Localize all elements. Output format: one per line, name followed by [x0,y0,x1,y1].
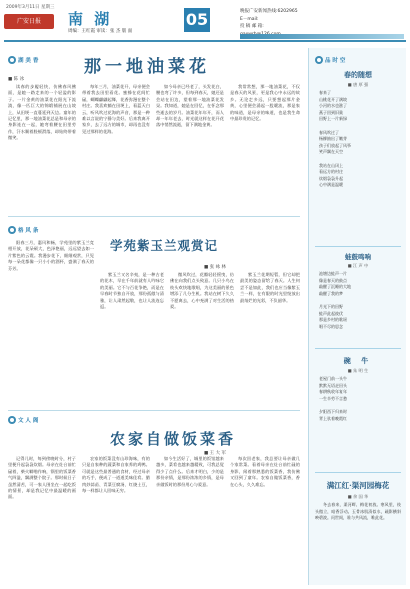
article3-col1: 记得儿时，每到傍晚时分，村子里便升起袅袅炊烟。母亲在灶台前忙碌着，柴火噼啪作响，锅里的饭菜香气四溢，飘满整个院子。那时候日子虽然清苦，可一家人围坐在一起吃饭的情景，却是我记忆中最温暖的画面。 [8,456,76,500]
poem2-text: 池塘边蛙声一片 像是春天的鼓点 敲醒了沉睡的大地 敲醒了我的梦 月光下的田野 蛙声此起彼伏 那是乡村的歌谣 唱不尽的思念 [319,271,351,329]
article3-col2: 农家的饭菜没有山珍海味，有的只是自家种的蔬菜和自家养的鸡鸭。可就是这些最普通的食材，经过母亲的巧手，便成了一道道美味佳肴。腊肉炒蒜苗、青菜豆腐汤、红烧土豆，每一样都让人回味无穷。 [82,456,150,494]
poem2-author: ■ 江 声 中 [347,263,369,268]
article2-tag-label: 格 风 条 [18,228,39,234]
sidebar-rule-3 [315,472,401,473]
poem4-author: ■ 余 国 华 [347,494,369,499]
masthead [4,4,406,42]
article2-title: 学苑紫玉兰观赏记 [110,238,219,253]
sidebar-rule-2 [315,348,401,349]
sidebar-tag [315,56,345,64]
issue-date: 2009年3月11日 星期三 [6,5,55,10]
newspaper-logo: 广安日报 [4,14,54,29]
poem3-author: ■ 朱 明 生 [347,368,369,373]
article1-col1: 读春的步履轻快，仿佛春风拂面，是她一路走来的一个轻盈的影子。一片金黄的油菜花在阳光下流淌，像一匹巨大的锦缎铺展在山坡上，从田埂一直蔓延到天边。童年的记忆里，那一地油菜花总是和母亲的身影连在一起，她弯着腰在田里劳作，汗水顺着脸颊滑落，却始终带着微笑。 [8,84,76,141]
poem4-title: 满江红·渠河园梅花 [326,481,390,490]
article1-col3: 如今母亲已经老了，头发花白，腰也弯了许多，但每到春天，她还是会站在田边，望着那一地油菜花发呆。我知道，她是在回忆，在怀念那些逝去的岁月。油菜花年年开，而人却一年年老去，时光就这样在花开花落中悄然流逝，留下满地金黄。 [156,84,224,128]
article1-col4: 我常常想，那一地油菜花，不仅是春天的风景，更是我心中永远的故乡。无论走多远，只要想起那片金黄，心里便会涌起一股暖流，那是家的味道，是母亲的味道，也是我生命中最珍贵的记忆。 [230,84,300,122]
article3-col3: 如今生活好了，城里的饭馆越来越多，菜肴也越来越精致，可我总觉得少了点什么。后来才明白，少的是那份亲情，是那份浓浓的乡情，是母亲做饭时的那份用心与爱意。 [156,456,224,487]
article2-col4: 紫玉兰花期短暂，但它却把最美的姿态留给了春天。人生何尝不是如此，我们也应当像紫玉兰一样，在有限的时光里绽放出最灿烂的光彩，不负韶华。 [240,272,300,303]
article3-byline: ■ 王 大 军 [204,451,227,456]
main-content [4,48,304,585]
poem3-text: 老屋门前一头牛 默默无语走田头 春耕秋收年复年 一生辛劳不言愁 夕阳西下归来时 背上驮着晚霞红 [319,376,347,421]
article2-col1: 阳春三月，惠风和畅，学苑里的紫玉兰竞相开放，花朵硕大，色泽艳丽，远远望去如一片紫色的云霞。我漫步花下，细细观赏，只见每一朵花都像一只小小的酒杯，盛满了春天的芬芳。 [8,240,94,271]
poetry-sidebar [308,48,406,585]
header-decor-bar [240,34,404,39]
leaf-icon [8,226,16,234]
divider-1 [8,216,300,217]
section-title: 南 湖 [68,10,113,28]
pavilion-icon [8,416,16,424]
email-label: E－mail: [240,16,259,22]
article2-col3: 微风吹过，花瓣轻轻摇曳，仿佛在向我们点头致意。几只小鸟在枝头欢快地歌唱，为这美丽的景色增添了几分生机。我站在树下久久不愿离去，心中充满了对生活的热爱。 [170,272,234,310]
submission-label: 投 稿 邮 箱: [240,24,264,29]
article1-tag-label: 湖 美 香 [18,58,39,64]
article2-tag [8,226,38,234]
hotline: 晚报广安新闻热线:6202965 [240,9,298,14]
article3-tag-label: 文 人 阁 [18,418,39,424]
article3-title: 农家自做饭菜香 [110,430,237,448]
poem1-text: 春来了 山桃花开了满坡 小河的水也涨了 燕子回到旧巢 田野上一片新绿 春风吹过了 杨柳抽出了嫩芽 孩子们放起了风筝 笑声飘在天空 我站在山冈上 看远方的村庄 炊烟袅袅升起 心中满是温暖 [319,90,351,188]
quill-icon [315,56,323,64]
sidebar-tag-label: 品 时 空 [325,58,346,64]
article1-title: 那一地油菜花 [84,57,210,77]
sidebar-rule-1 [315,246,401,247]
article2-col2: 紫玉兰又名辛夷，是一种古老的花木，早在千年前就有人吟咏它的美丽。它不与百花争艳，而是在早春时节独自开放，那份孤傲与清雅，让人肃然起敬，也让人流连忘返。 [100,272,164,310]
article1-tag [8,56,38,64]
article1-col2: 每年三月，油菜花开，母亲便会带着我去田里看花。蜜蜂在花间忙碌，蝴蝶翩翩起舞，花香弥漫在整个村庄。我喜欢躺在田埂上，看蓝天白云，听风吹过花海的声音，那是一种难以言说的宁静与美好。后来我离开家乡，去了远方的城市，却再也没有见过那样的花海。 [82,84,150,134]
poem1-author: ■ 唐 厚 强 [347,82,369,87]
poem4-text: 冬去春来，渠河畔、梅花初放。寒风里，枝头傲立，暗香浮动。玉骨冰肌清似水，疏影横斜映碧波。问世间，谁与共风流，唯此花。 [315,502,401,521]
divider-2 [8,410,300,411]
poem3-title: 碗 牛 [343,356,373,365]
article2-byline: ■ 张 咏 林 [204,265,227,270]
article1-byline: ■ 陈 冰 [8,77,25,82]
article3-tag [8,416,38,424]
article3-col4: 每次回老家，我总要让母亲做几个家常菜。看着母亲在灶台前忙碌的身影，闻着那熟悉的饭菜香，我仿佛又回到了童年。农家自做饭菜香，香在心头，久久难忘。 [230,456,300,487]
page-number: 05 [184,8,210,32]
poem1-title: 春的随想 [344,70,372,79]
editor-credits: 周编：王红霞 审读：张 杰 版 面 [68,29,133,34]
poem2-title: 蛙鼓鸣响 [345,253,371,261]
flower-icon [8,56,16,64]
